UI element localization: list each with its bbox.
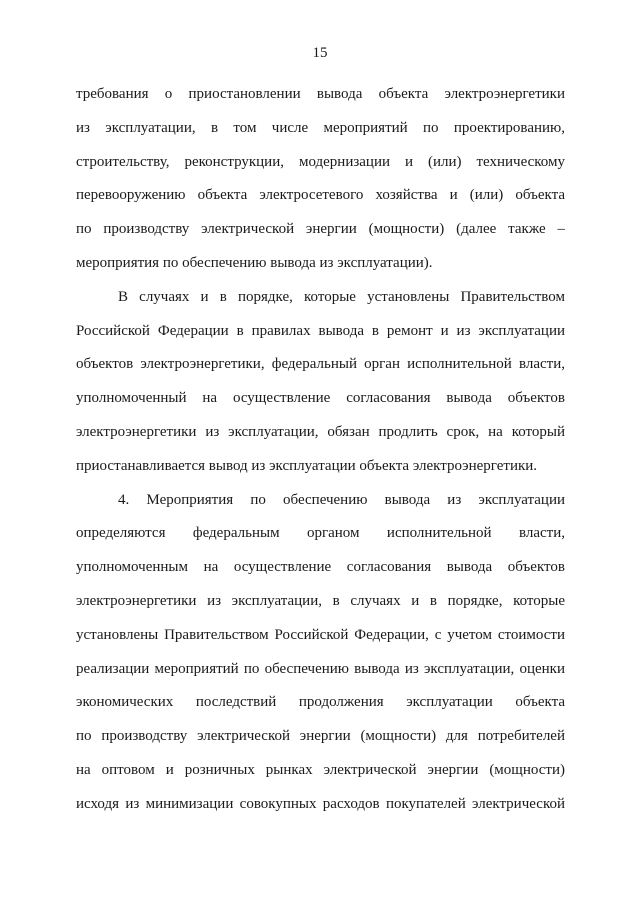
text-line: 4. Мероприятия по обеспечению вывода из эксплуатации xyxy=(118,491,565,508)
text-line: требования о приостановлении вывода объекта электроэнергетики xyxy=(76,86,565,102)
document-body xyxy=(76,84,565,828)
text-line: реализации мероприятий по обеспечению вывода из эксплуатации, оценки xyxy=(76,660,565,677)
text-line: Российской Федерации в правилах вывода в ремонт и из эксплуатации xyxy=(76,322,565,339)
text-line: мероприятия по обеспечению вывода из эксплуатации). xyxy=(76,254,433,271)
text-line: по производству электрической энергии (мощности) (далее также – xyxy=(76,221,565,238)
text-line: из эксплуатации, в том числе мероприятий по проектированию, xyxy=(76,119,565,136)
text-line: на оптовом и розничных рынках электрической энергии (мощности) xyxy=(76,761,565,778)
page-number: 15 xyxy=(312,45,328,61)
text-line: перевооружению объекта электросетевого хозяйства и (или) объекта xyxy=(76,187,565,204)
text-line: В случаях и в порядке, которые установлены Правительством xyxy=(118,288,565,305)
text-line: уполномоченным на осуществление согласования вывода объектов xyxy=(76,559,565,576)
text-line: электроэнергетики из эксплуатации, в случаях и в порядке, которые xyxy=(76,592,565,609)
text-line: определяются федеральным органом исполнительной власти, xyxy=(76,525,565,542)
text-line: по производству электрической энергии (мощности) для потребителей xyxy=(76,728,565,745)
text-line: приостанавливается вывод из эксплуатации объекта электроэнергетики. xyxy=(76,457,538,474)
text-line: уполномоченный на осуществление согласования вывода объектов xyxy=(76,390,565,407)
text-line: объектов электроэнергетики, федеральный орган исполнительной власти, xyxy=(76,356,565,373)
text-line: экономических последствий продолжения эксплуатации объекта xyxy=(76,694,565,711)
text-line: электроэнергетики из эксплуатации, обязан продлить срок, на который xyxy=(76,423,565,440)
text-line: строительству, реконструкции, модернизации и (или) техническому xyxy=(76,153,565,170)
text-line: исходя из минимизации совокупных расходов покупателей электрической xyxy=(76,795,565,812)
text-line: установлены Правительством Российской Федерации, с учетом стоимости xyxy=(76,626,565,643)
